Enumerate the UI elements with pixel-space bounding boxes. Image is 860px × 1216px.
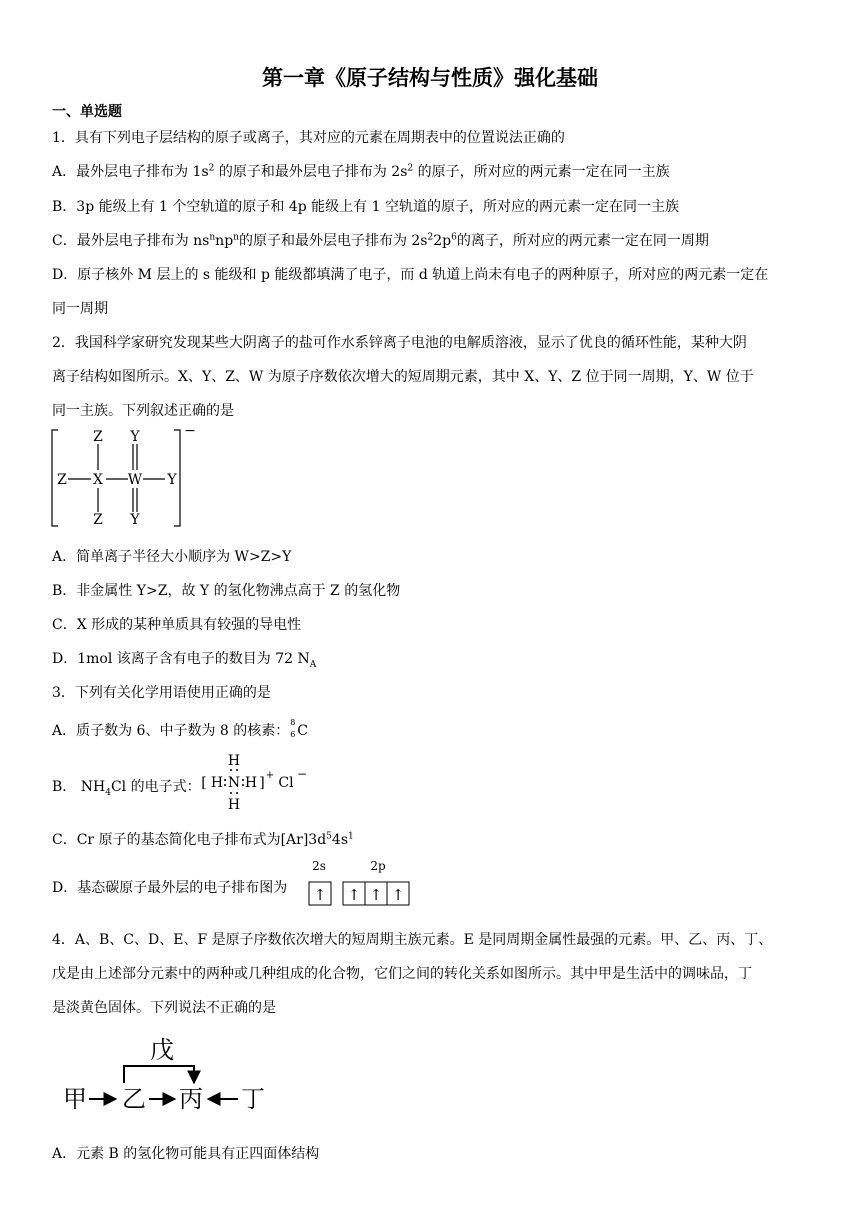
compound-transformation-diagram [58, 1028, 278, 1118]
formula-right-bracket: ] [259, 775, 265, 791]
arrow-wu-bracket [124, 1066, 194, 1083]
nuclide-atomic-number: 6 [290, 730, 296, 739]
formula-cl: Cl [278, 775, 294, 791]
formula-h-top: H [227, 753, 241, 769]
q1-option-c: C．最外层电子排布为 $ns^nnp^n$的原子和最外层电子排布为 $2s^22p^6$的离子，所对应的两元素一定在同一周期 [52, 232, 709, 249]
anion-structure-diagram [48, 424, 208, 532]
q3-option-b: B． $NH_4Cl$ 的电子式： [52, 779, 201, 798]
compound-jia: 甲 [63, 1085, 87, 1113]
q2-option-d: D．1mol 该离子含有电子的数目为 72 $N_A$ [52, 651, 317, 670]
atom-z-top: Z [93, 429, 103, 445]
compound-ding: 丁 [241, 1085, 265, 1113]
charge-sign: − [184, 424, 196, 439]
electron-2p-1: ↑ [347, 886, 361, 904]
compound-bing: 丙 [179, 1085, 203, 1113]
q2-stem-line3: 同一主族。下列叙述正确的是 [52, 403, 234, 419]
atom-y-right: Y [167, 472, 177, 488]
atom-x: X [93, 472, 103, 488]
q4-stem-line1: 4．A、B、C、D、E、F 是原子序数依次增大的短周期主族元素。E 是同周期金属性最强的元素。甲、乙、丙、丁、 [52, 932, 773, 948]
q4-option-a: A．元素 B 的氢化物可能具有正四面体结构 [52, 1146, 320, 1162]
q4-stem-line2: 戊是由上述部分元素中的两种或几种组成的化合物，它们之间的转化关系如图所示。其中甲是生活中的调味品，丁 [52, 966, 752, 982]
electron-2s: ↑ [313, 886, 327, 904]
compound-yi: 乙 [122, 1085, 146, 1113]
section-heading: 一、单选题 [52, 104, 122, 120]
q2-option-b: B．非金属性 Y>Z，故 Y 的氢化物沸点高于 Z 的氢化物 [52, 583, 401, 599]
formula-n: N [227, 775, 241, 791]
q3-stem: 3．下列有关化学用语使用正确的是 [52, 685, 271, 701]
q2-stem-line1: 2．我国科学家研究发现某些大阴离子的盐可作水系锌离子电池的电解质溶液，显示了优良的循环性能，某种大阴 [52, 335, 747, 351]
q3-option-d: D．基态碳原子最外层的电子排布图为 [52, 880, 288, 896]
formula-h-bottom: H [227, 797, 241, 812]
formula-plus: + [265, 770, 275, 781]
atom-z-left: Z [57, 472, 67, 488]
atom-w: W [127, 472, 143, 488]
q1-stem: 1．具有下列电子层结构的原子或离子，其对应的元素在周期表中的位置说法正确的 [52, 130, 565, 146]
q3-option-a: A．质子数为 6、中子数为 8 的核素： 8 6 C [52, 718, 308, 739]
q1-option-d-continued: 同一周期 [52, 301, 108, 317]
carbon-orbital-diagram [306, 856, 418, 910]
q1-option-d: D．原子核外 M 层上的 s 能级和 p 能级都填满了电子，而 d 轨道上尚未有电子的两种原子，所对应的两元素一定在 [52, 267, 769, 283]
formula-left-bracket: [ [201, 775, 207, 791]
atom-z-bottom: Z [93, 512, 103, 528]
q4-stem-line3: 是淡黄色固体。下列说法不正确的是 [52, 1000, 276, 1016]
q1-option-a: A．最外层电子排布为 $1s^2$ 的原子和最外层电子排布为 $2s^2$ 的原子，所对应的两元素一定在同一主族 [52, 163, 670, 180]
ammonium-chloride-electron-formula [198, 752, 310, 812]
electron-2p-2: ↑ [369, 886, 383, 904]
document-title: 第一章《原子结构与性质》强化基础 [262, 66, 598, 90]
orbital-2s-label: 2s [312, 859, 326, 873]
q2-option-c: C．X 形成的某种单质具有较强的导电性 [52, 617, 302, 633]
q3-option-c: C．Cr 原子的基态简化电子排布式为$[Ar]3d^54s^1$ [52, 831, 354, 848]
q2-option-a: A．简单离子半径大小顺序为 W>Z>Y [52, 549, 292, 565]
atom-y-bottom: Y [130, 512, 140, 528]
formula-h-right: H [244, 775, 258, 791]
electron-2p-3: ↑ [391, 886, 405, 904]
orbital-2p-label: 2p [370, 859, 386, 873]
formula-minus: − [296, 767, 308, 781]
compound-wu: 戊 [150, 1036, 174, 1064]
formula-h-left: H [210, 775, 224, 791]
atom-y-top: Y [130, 429, 140, 445]
nuclide-mass-number: 8 [290, 718, 296, 727]
q2-stem-line2: 离子结构如图所示。X、Y、Z、W 为原子序数依次增大的短周期元素，其中 X、Y、Z 位于同一周期，Y、W 位于 [52, 369, 754, 385]
q1-option-b: B．3p 能级上有 1 个空轨道的原子和 4p 能级上有 1 空轨道的原子，所对应的两元素一定在同一主族 [52, 199, 679, 215]
